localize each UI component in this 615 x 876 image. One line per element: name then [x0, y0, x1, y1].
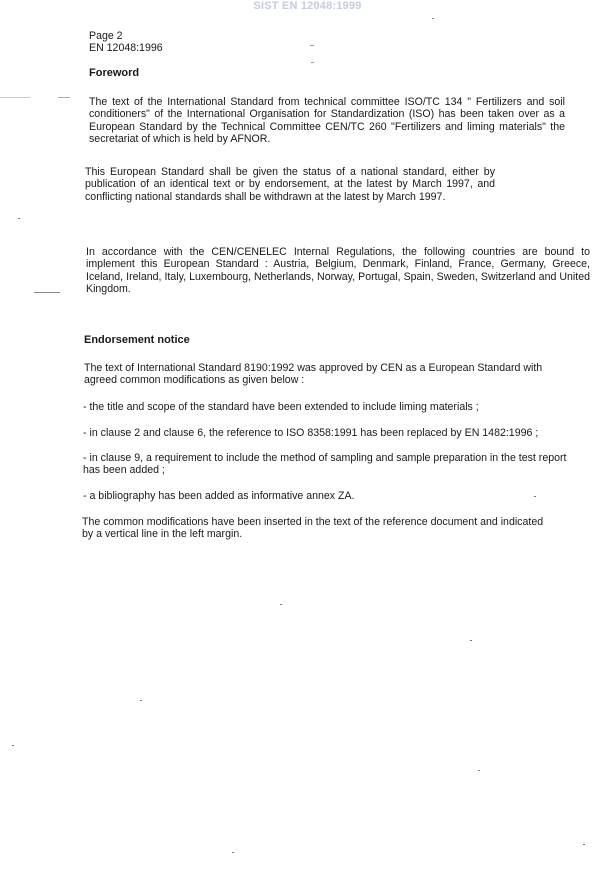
scan-speck [583, 844, 585, 845]
scan-mark [34, 292, 60, 293]
endorsement-heading: Endorsement notice [84, 334, 190, 346]
scan-speck [432, 18, 434, 19]
scan-speck [470, 640, 472, 641]
scan-speck [534, 496, 536, 497]
page-number: Page 2 [89, 30, 123, 42]
modification-item-4: - a bibliography has been added as informative annex ZA. [83, 490, 355, 502]
scan-mark [58, 97, 70, 98]
modification-item-3: - in clause 9, a requirement to include the method of sampling and sample preparation in the test report has been added ; [83, 452, 567, 477]
foreword-paragraph-2: This European Standard shall be given the status of a national standard, either by publication of an identical text or by endorsement, at the latest by March 1997, and conflicting national standards shall be withdrawn at the latest by March 1997. [85, 166, 495, 203]
foreword-paragraph-3: In accordance with the CEN/CENELEC Internal Regulations, the following countries are bound to implement this European Standard : Austria, Belgium, Denmark, Finland, France, Germany, Greece, Iceland, Ireland, Italy, Luxembourg, Netherlands, Norway, Portugal, Spain, Sweden, Switzerland and United Kingdom. [86, 246, 590, 295]
document-id: EN 12048:1996 [89, 42, 163, 54]
endorsement-closing: The common modifications have been inserted in the text of the reference document and indicated by a vertical line in the left margin. [82, 516, 544, 541]
modification-item-2: - in clause 2 and clause 6, the reference to ISO 8358:1991 has been replaced by EN 1482:1996 ; [83, 427, 539, 439]
document-watermark: SIST EN 12048:1999 [253, 0, 362, 12]
scan-mark [311, 62, 314, 63]
foreword-heading: Foreword [89, 67, 140, 79]
modification-item-1: - the title and scope of the standard have been extended to include liming materials ; [83, 401, 479, 413]
scan-speck [140, 700, 142, 701]
scan-speck [12, 745, 14, 746]
scan-speck [18, 218, 20, 219]
scan-speck [232, 852, 234, 853]
scan-speck [280, 604, 282, 605]
scan-mark [310, 45, 314, 46]
scan-mark [0, 97, 30, 98]
foreword-paragraph-1: The text of the International Standard from technical committee ISO/TC 134 " Fertilizers and soil conditioners" of the International Organisation for Standardization (ISO) has been taken over as a European Standard by the Technical Committee CEN/TC 260 "Fertilizers and liming materials" the secretariat of which is held by AFNOR. [89, 96, 565, 145]
endorsement-intro: The text of International Standard 8190:1992 was approved by CEN as a European Standard with agreed common modifications as given below : [84, 362, 543, 387]
scan-speck [478, 770, 480, 771]
